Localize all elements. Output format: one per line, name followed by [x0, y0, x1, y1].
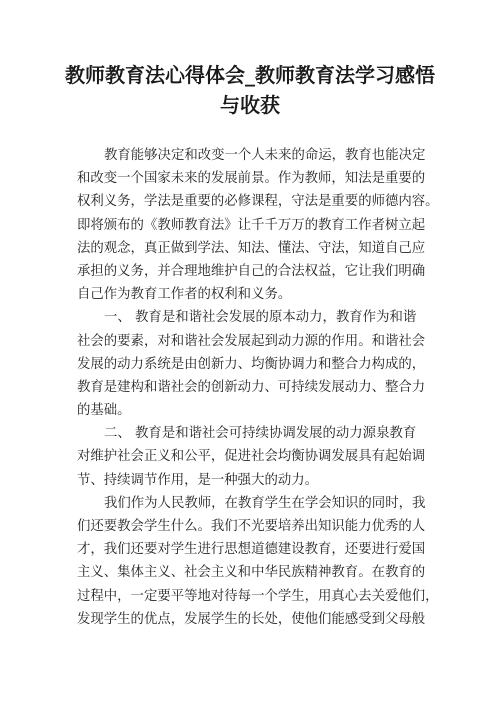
body-text-line: 对维护社会正义和公平，促进社会均衡协调发展具有起始调: [77, 449, 426, 465]
document-title-line-1: 教师教育法心得体会_教师教育法学习感悟: [65, 63, 435, 87]
body-text-line: 二、 教育是和谐社会可持续协调发展的动力源泉教育: [104, 426, 417, 442]
body-text-line: 才，我们还要对学生进行思想道德建设教育，还要进行爱国: [77, 542, 426, 558]
body-text-line: 即将颁布的《教师教育法》让千千万万的教育工作者树立起: [77, 217, 426, 233]
body-text-line: 发现学生的优点，发展学生的长处，使他们能感受到父母般: [77, 611, 426, 627]
body-text-line: 自己作为教育工作者的权利和义务。: [77, 287, 292, 303]
document-title-line-2: 与收获: [220, 93, 280, 117]
body-text-line: 发展的动力系统是由创新力、均衡协调力和整合力构成的，: [77, 356, 426, 372]
body-text-line: 主义、集体主义、社会主义和中华民族精神教育。在教育的: [77, 565, 426, 581]
body-text-line: 承担的义务，并合理地维护自己的合法权益，它让我们明确: [77, 263, 426, 279]
body-text-line: 权利义务，学法是重要的必修课程，守法是重要的师德内容。: [77, 194, 439, 210]
body-text-line: 节、持续调节作用，是一种强大的动力。: [77, 472, 319, 488]
body-text-line: 过程中，一定要平等地对待每一个学生，用真心去关爱他们，: [77, 588, 439, 604]
body-text-line: 法的观念，真正做到学法、知法、懂法、守法，知道自己应: [77, 240, 426, 256]
body-text-line: 和改变一个国家未来的发展前景。作为教师，知法是重要的: [77, 171, 426, 187]
body-text-line: 我们作为人民教师，在教育学生在学会知识的同时，我: [104, 495, 426, 511]
body-text-line: 教育能够决定和改变一个人未来的命运，教育也能决定: [104, 148, 426, 163]
body-text-line: 教育是建构和谐社会的创新动力、可持续发展动力、整合力: [77, 379, 426, 395]
body-text-line: 一、 教育是和谐社会发展的原本动力，教育作为和谐: [104, 310, 417, 326]
body-text-line: 社会的要素，对和谐社会发展起到动力源的作用。和谐社会: [77, 333, 426, 349]
body-text-line: 的基础。: [77, 403, 131, 419]
body-text-line: 们还要教会学生什么。我们不光要培养出知识能力优秀的人: [77, 519, 426, 534]
document-body: [77, 144, 437, 631]
